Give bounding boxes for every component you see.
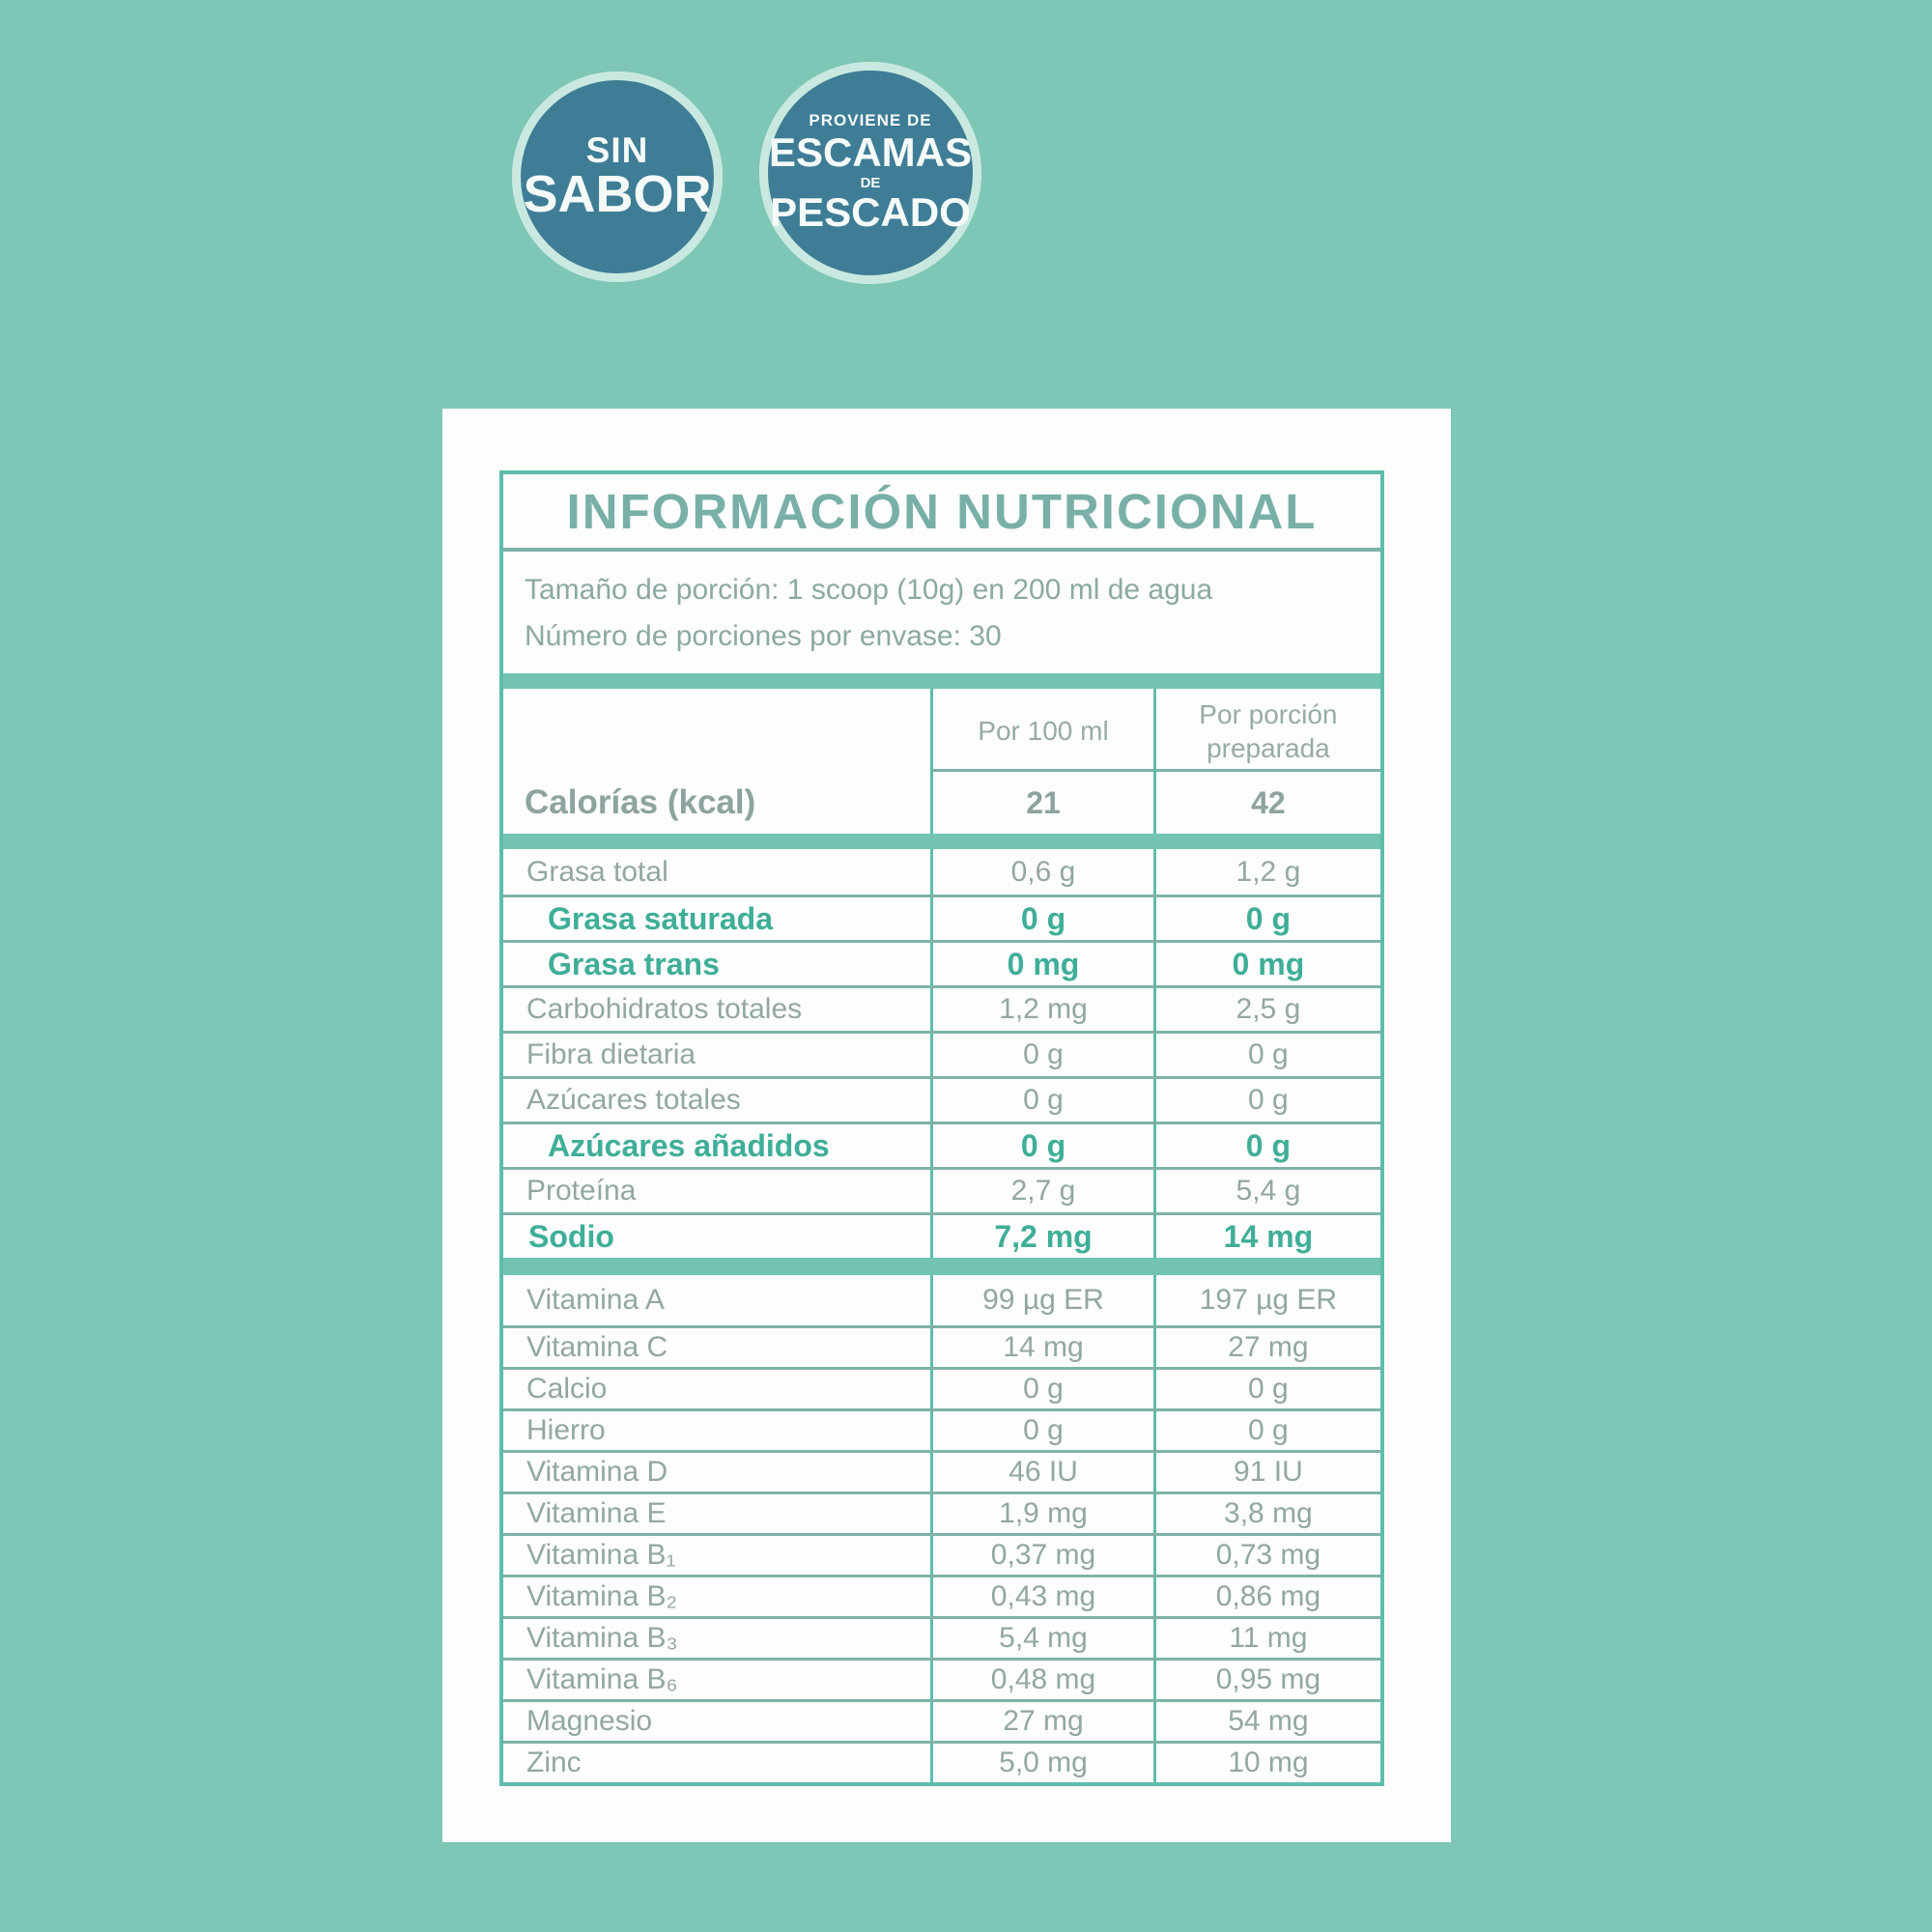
value-per-portion: 0 g — [1153, 897, 1380, 940]
value-per-portion: 54 mg — [1153, 1702, 1380, 1741]
nutrient-label: Calcio — [526, 1373, 608, 1405]
value-per-100ml: 5,4 mg — [930, 1619, 1153, 1658]
table-row — [503, 1616, 1380, 1658]
table-row — [503, 1367, 1380, 1408]
value-per-100ml: 0 mg — [930, 943, 1153, 985]
table-row — [503, 1275, 1380, 1325]
value-per-portion: 2,5 g — [1153, 988, 1380, 1031]
value-per-portion: 0 g — [1153, 1411, 1380, 1450]
column-per-portion — [1153, 689, 1380, 834]
table-row — [503, 1031, 1380, 1076]
section-divider-bar — [503, 834, 1380, 849]
value-per-100ml: 7,2 mg — [930, 1215, 1153, 1258]
section-divider-bar — [503, 673, 1380, 689]
column-per-100ml — [930, 689, 1153, 834]
nutrient-label: Magnesio — [526, 1705, 653, 1737]
table-row — [503, 1212, 1380, 1258]
badge-sin-sabor-disc — [512, 71, 723, 282]
value-per-portion: 91 IU — [1153, 1453, 1380, 1492]
nutrient-label: Grasa total — [526, 855, 668, 888]
table-row — [503, 895, 1380, 940]
table-row — [503, 985, 1380, 1031]
table-row — [503, 1408, 1380, 1450]
value-per-100ml: 27 mg — [930, 1702, 1153, 1741]
value-per-100ml: 46 IU — [930, 1453, 1153, 1492]
table-row — [503, 1076, 1380, 1122]
badge-text: DE — [860, 174, 881, 191]
value-per-portion: 0,86 mg — [1153, 1577, 1380, 1616]
badge-text: PROVIENE DE — [809, 111, 932, 130]
value-per-100ml: 99 µg ER — [930, 1275, 1153, 1325]
table-row — [503, 1492, 1380, 1533]
nutrient-label: Grasa trans — [548, 946, 720, 981]
value-per-portion: 10 mg — [1153, 1744, 1380, 1782]
table-row — [503, 940, 1380, 985]
badge-escamas-pescado-disc — [759, 62, 981, 284]
value-per-100ml: 0,6 g — [930, 849, 1153, 895]
table-row — [503, 1575, 1380, 1616]
value-per-100ml: 5,0 mg — [930, 1744, 1153, 1782]
table-row — [503, 1533, 1380, 1575]
value-per-100ml: 1,2 mg — [930, 988, 1153, 1031]
table-row — [503, 1658, 1380, 1699]
nutrient-label: Vitamina B₃ — [526, 1622, 678, 1654]
value-per-portion: 27 mg — [1153, 1328, 1380, 1367]
table-row — [503, 1450, 1380, 1492]
nutrient-label: Vitamina B₆ — [526, 1663, 678, 1695]
badge-text: SABOR — [523, 165, 712, 224]
calories-header-section — [503, 689, 1380, 834]
column-header-per-portion: Por porción preparada — [1156, 689, 1380, 772]
nutrient-label: Vitamina D — [526, 1456, 668, 1488]
value-per-portion: 0 g — [1153, 1079, 1380, 1122]
section-divider-bar — [503, 1258, 1380, 1275]
nutrient-label: Proteína — [526, 1175, 637, 1207]
value-per-100ml: 0,43 mg — [930, 1577, 1153, 1616]
calories-label: Calorías (kcal) — [525, 783, 756, 821]
calories-per-portion: 42 — [1251, 784, 1286, 820]
table-row — [503, 1699, 1380, 1741]
value-per-portion: 5,4 g — [1153, 1170, 1380, 1212]
value-per-portion: 0 g — [1153, 1034, 1380, 1076]
value-per-portion: 11 mg — [1153, 1619, 1380, 1658]
nutrition-table — [499, 470, 1384, 1786]
nutrient-label: Carbohidratos totales — [526, 993, 803, 1025]
value-per-100ml: 0 g — [930, 1124, 1153, 1167]
table-row — [503, 1741, 1380, 1782]
value-per-portion: 14 mg — [1153, 1215, 1380, 1258]
table-row — [503, 1122, 1380, 1167]
value-per-portion: 3,8 mg — [1153, 1494, 1380, 1533]
badge-escamas-pescado — [759, 62, 981, 284]
nutrient-label: Azúcares totales — [526, 1084, 741, 1116]
value-per-portion: 0 g — [1153, 1370, 1380, 1408]
badge-text: ESCAMAS — [768, 128, 973, 175]
calories-per-100ml: 21 — [1026, 784, 1061, 820]
nutrient-label: Azúcares añadidos — [548, 1127, 830, 1163]
value-per-100ml: 0 g — [930, 1034, 1153, 1076]
nutrient-label: Vitamina E — [526, 1497, 667, 1529]
column-header-per-100ml: Por 100 ml — [933, 689, 1153, 772]
servings-per-container-line: Número de porciones por envase: 30 — [525, 620, 1002, 652]
nutrient-label: Zinc — [526, 1747, 582, 1778]
badge-text: PESCADO — [770, 188, 971, 235]
micronutrient-rows — [503, 1275, 1380, 1782]
nutrient-label: Sodio — [528, 1218, 614, 1254]
value-per-100ml: 1,9 mg — [930, 1494, 1153, 1533]
nutrient-label: Vitamina B₂ — [526, 1580, 678, 1612]
table-title: INFORMACIÓN NUTRICIONAL — [503, 474, 1380, 552]
value-per-100ml: 0,48 mg — [930, 1661, 1153, 1699]
badge-sin-sabor — [512, 71, 723, 282]
table-row — [503, 1325, 1380, 1367]
value-per-portion: 197 µg ER — [1153, 1275, 1380, 1325]
value-per-100ml: 0 g — [930, 1411, 1153, 1450]
value-per-portion: 1,2 g — [1153, 849, 1380, 895]
value-per-100ml: 2,7 g — [930, 1170, 1153, 1212]
value-per-100ml: 0,37 mg — [930, 1536, 1153, 1575]
nutrient-label: Vitamina A — [526, 1284, 665, 1316]
value-per-100ml: 0 g — [930, 1370, 1153, 1408]
value-per-100ml: 0 g — [930, 1079, 1153, 1122]
nutrient-label: Hierro — [526, 1414, 606, 1446]
value-per-100ml: 14 mg — [930, 1328, 1153, 1367]
serving-size-line: Tamaño de porción: 1 scoop (10g) en 200 ml de agua — [525, 574, 1213, 606]
value-per-portion: 0,95 mg — [1153, 1661, 1380, 1699]
value-per-portion: 0,73 mg — [1153, 1536, 1380, 1575]
table-row — [503, 849, 1380, 895]
value-per-portion: 0 g — [1153, 1124, 1380, 1167]
serving-info — [503, 552, 1380, 673]
value-per-100ml: 0 g — [930, 897, 1153, 940]
macronutrient-rows — [503, 849, 1380, 1258]
nutrient-label: Vitamina C — [526, 1331, 668, 1363]
nutrient-label: Fibra dietaria — [526, 1038, 696, 1070]
badge-text: SIN — [585, 129, 649, 170]
value-per-portion: 0 mg — [1153, 943, 1380, 985]
label-card — [442, 409, 1451, 1842]
table-row — [503, 1167, 1380, 1212]
nutrient-label: Vitamina B₁ — [526, 1539, 676, 1571]
nutrient-label: Grasa saturada — [548, 900, 774, 936]
